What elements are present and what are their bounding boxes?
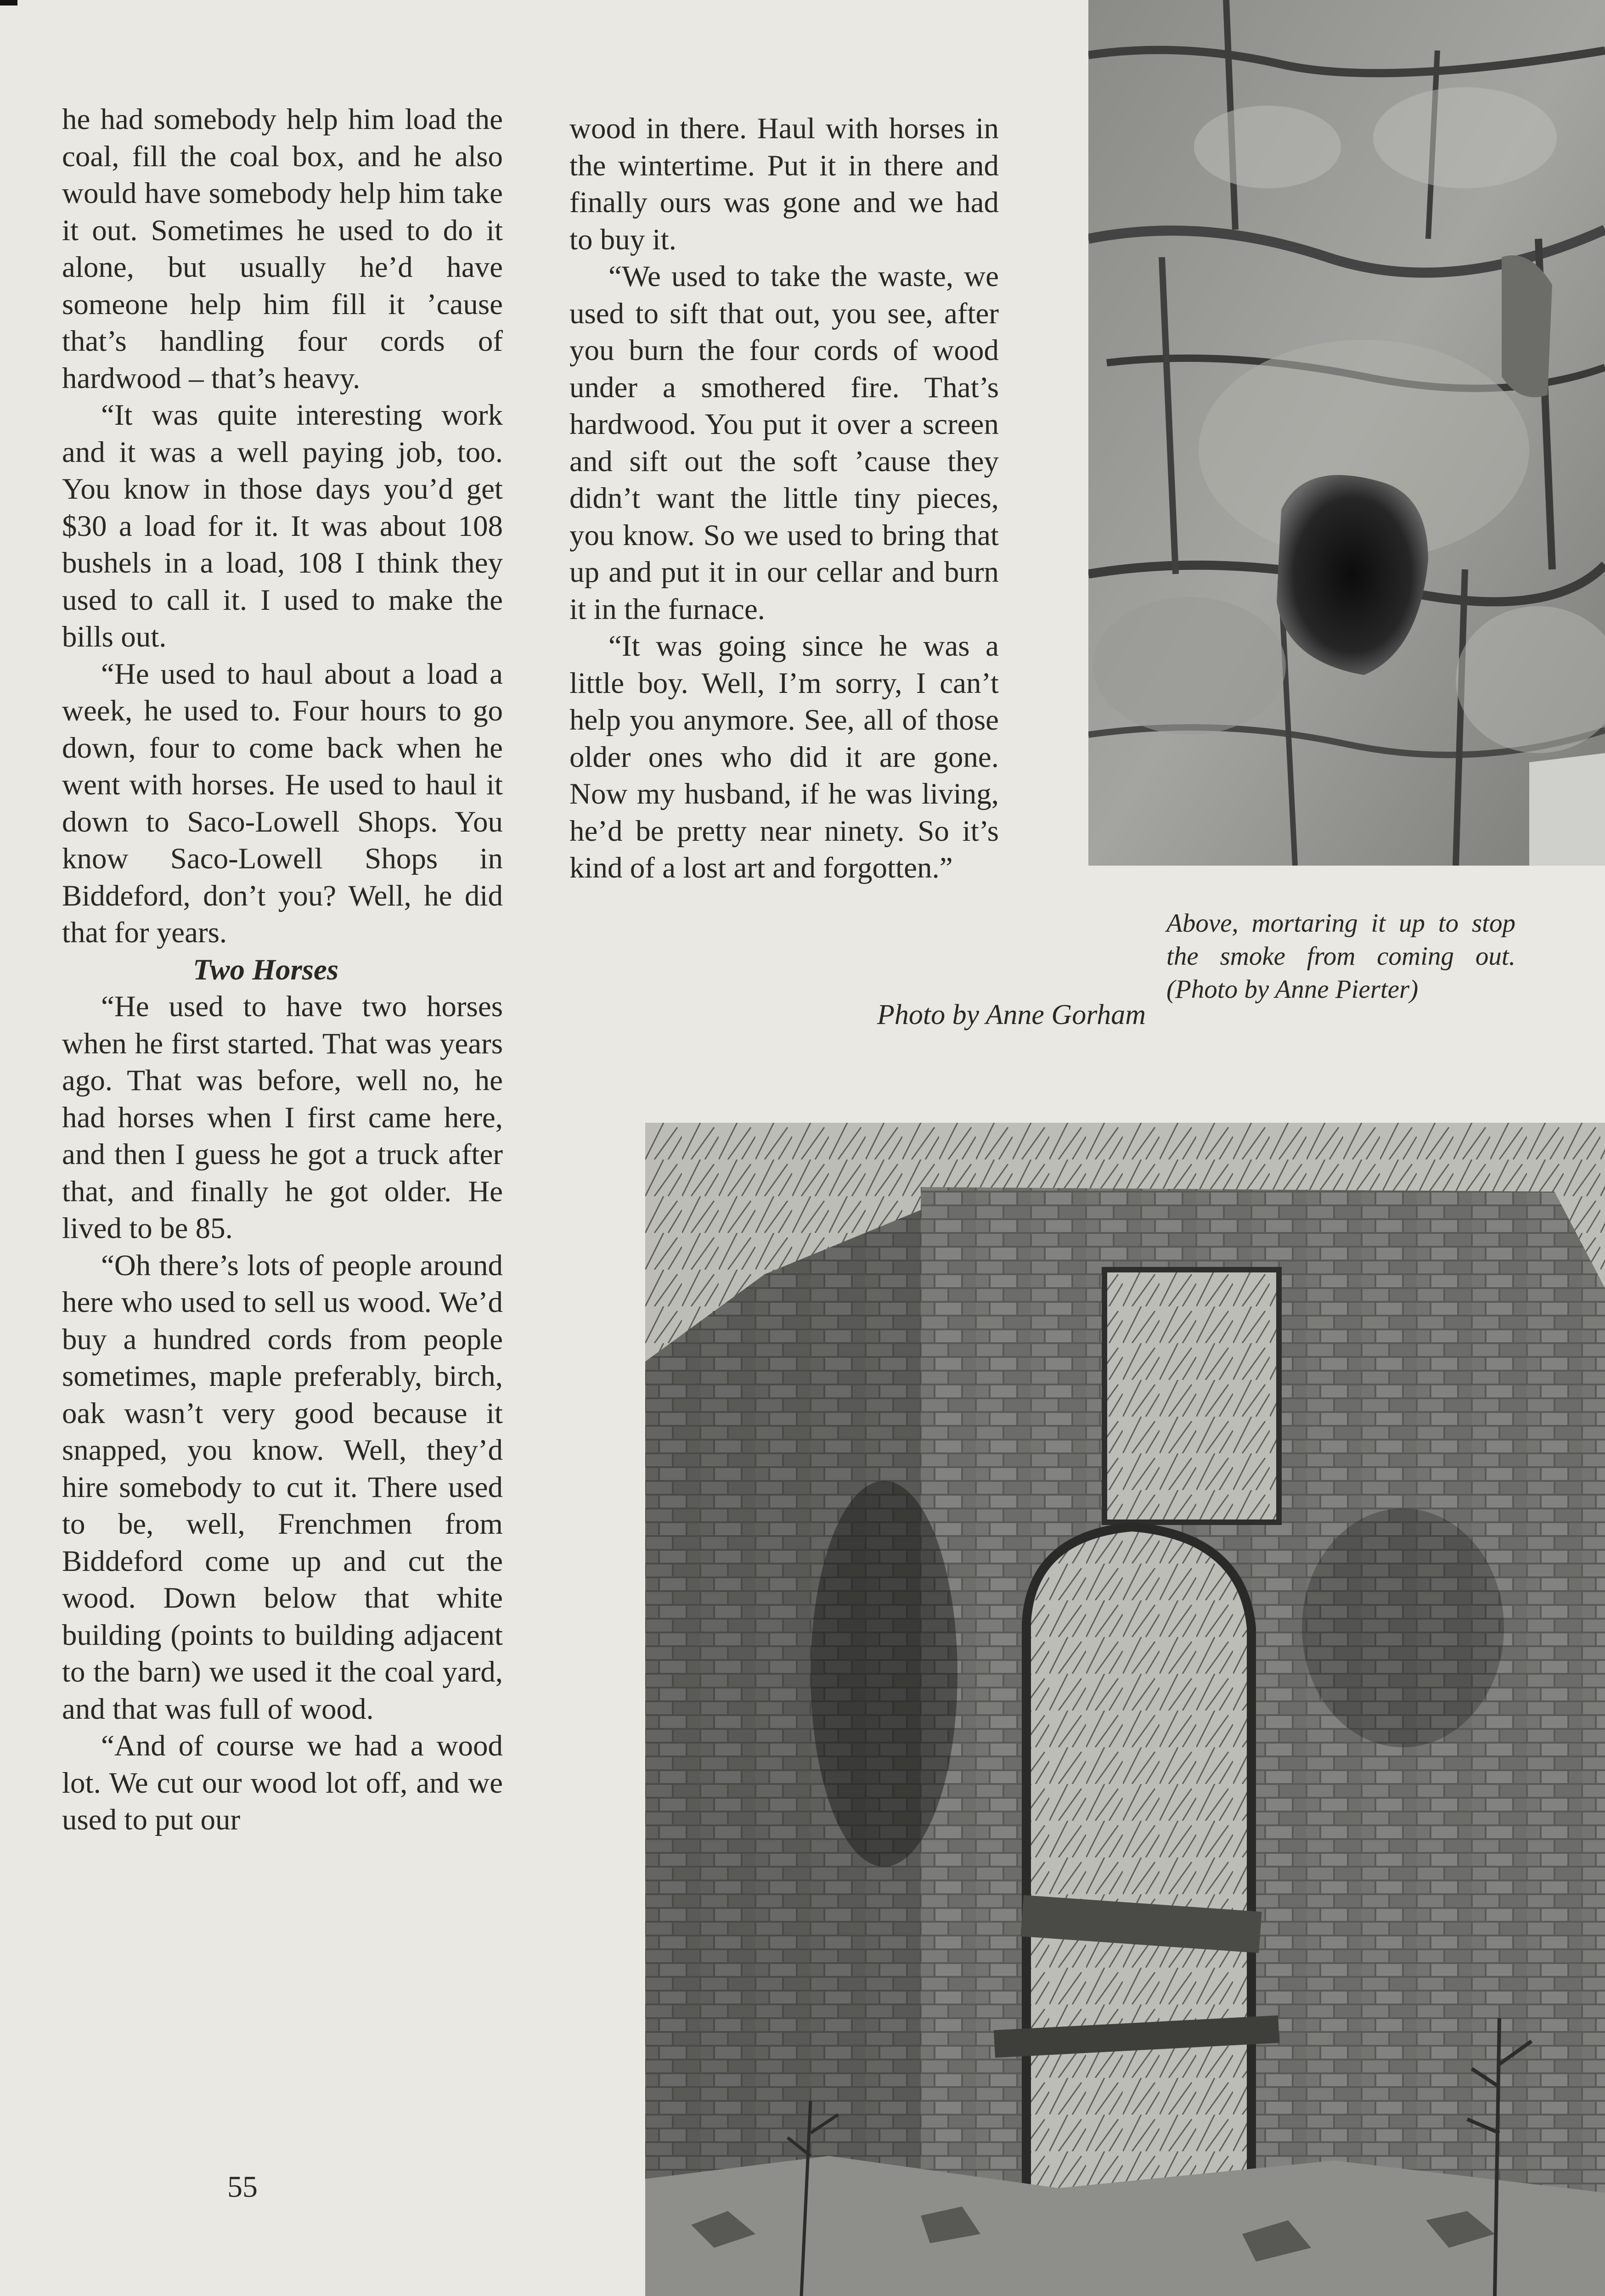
stone-wall-photo [1088, 0, 1605, 866]
middle-text-column [569, 110, 999, 887]
paragraph: “Oh there’s lots of people around here who used to sell us wood. We’d buy a hundred cords from people sometimes, maple preferably, birch, oak wasn’t very good because it snapped, you know. Well, they’d hire somebody to cut it. There used to be, well, Frenchmen from Biddeford come up and cut the wood. Down below that white building (points to building adjacent to the barn) we used it the coal yard, and that was full of wood. [62, 1249, 503, 1726]
binding-mark [0, 0, 17, 6]
paragraph: “We used to take the waste, we used to sift that out, you see, after you burn the four cords of wood under a smothered fire. That’s hardwood. You put it over a screen and sift out the soft ’cause they didn’t want the little tiny pieces, you know. So we used to bring that up and put it in our cellar and burn it in the furnace. [569, 260, 999, 626]
photo-caption: Above, mortaring it up to stop the smoke from coming out. (Photo by Anne Pierter) [1166, 909, 1515, 1004]
brick-kiln-photo [645, 1123, 1605, 2296]
paragraph: he had somebody help him load the coal, fill the coal box, and he also would have somebody help him take it out. Sometimes he used to do it alone, but usually he’d have someone help him fill it ’cause that’s handling four cords of hardwood – that’s heavy. [62, 103, 503, 395]
paragraph: “And of course we had a wood lot. We cut our wood lot off, and we used to put our [62, 1729, 503, 1836]
page-number: 55 [227, 2170, 258, 2204]
paragraph: “He used to haul about a load a week, he used to. Four hours to go down, four to come back when he went with horses. He used to haul it down to Saco-Lowell Shops. You know Saco-Lowell Shops in Biddeford, don’t you? Well, he did that for years. [62, 657, 503, 949]
paragraph: “He used to have two horses when he first started. That was years ago. That was before, well no, he had horses when I first came here, and then I guess he got a truck after that, and finally he got older. He lived to be 85. [62, 990, 503, 1245]
photo-credit: Photo by Anne Gorham [877, 999, 1146, 1030]
paragraph: “It was going since he was a little boy. Well, I’m sorry, I can’t help you anymore. See, all of those older ones who did it are gone. Now my husband, if he was living, he’d be pretty near ninety. So it’s kind of a lost art and forgotten.” [569, 630, 999, 884]
section-subheading: Two Horses [193, 953, 339, 986]
paragraph: “It was quite interesting work and it was a well paying job, too. You know in those days you’d get $30 a load for it. It was about 108 bushels in a load, 108 I think they used to call it. I used to make the bills out. [62, 399, 503, 653]
left-text-column [62, 101, 503, 1839]
paragraph: wood in there. Haul with horses in the wintertime. Put it in there and finally ours was gone and we had to buy it. [569, 112, 999, 256]
